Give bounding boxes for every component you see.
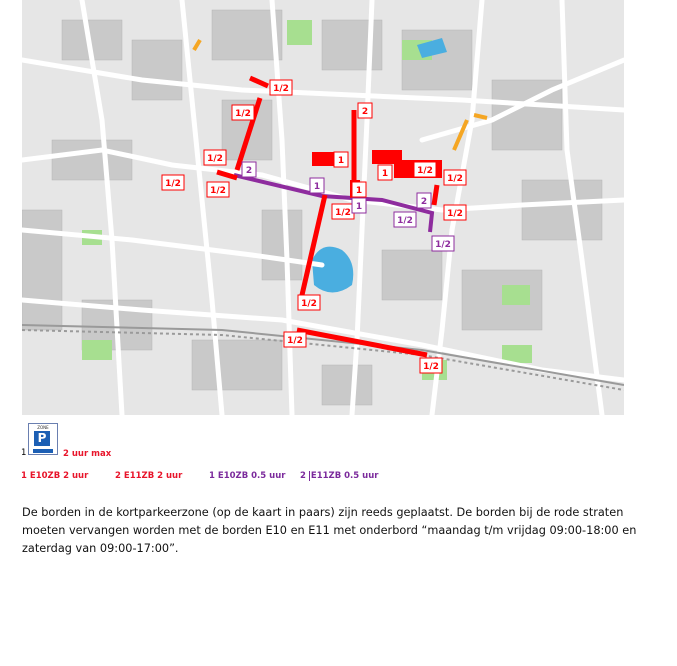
legend-num: 2 bbox=[115, 471, 121, 481]
legend-num: 2 bbox=[300, 471, 306, 481]
zone-label-red bbox=[284, 332, 306, 347]
zone-label-text: 1/2 bbox=[273, 84, 289, 94]
parking-zone-sign bbox=[28, 423, 58, 455]
zone-label-text: 1/2 bbox=[447, 174, 463, 184]
zone-label-text: 1/2 bbox=[210, 186, 226, 196]
zone-label-purple bbox=[310, 178, 324, 193]
legend-text: E10ZB 0.5 uur bbox=[217, 471, 286, 481]
zone-label-red bbox=[207, 182, 229, 197]
zone-label-red bbox=[270, 80, 292, 95]
zone-label-purple bbox=[352, 198, 366, 213]
instruction-paragraph: De borden in de kortparkeerzone (op de kaart in paars) zijn reeds geplaatst. De borden bij de rode straten moeten vervangen worden met de borden E10 en E11 met onderbord “maandag t/m vrijdag 09:00-18:00 en zaterdag van 09:00-17:00”. bbox=[22, 506, 637, 555]
zone-label-text: 1 bbox=[355, 202, 363, 212]
zone-label-red bbox=[352, 182, 366, 197]
legend-text: E10ZB 2 uur bbox=[29, 471, 89, 481]
zone-label-red bbox=[162, 175, 184, 190]
sign-zone-text: ZONE bbox=[37, 425, 49, 430]
zone-label-text: 1 bbox=[313, 182, 321, 192]
zone-label-red bbox=[204, 150, 226, 165]
zone-label-red bbox=[444, 205, 466, 220]
zone-label-red bbox=[358, 103, 372, 118]
city-map[interactable] bbox=[22, 0, 624, 415]
zone-label-text: 1 bbox=[381, 169, 389, 179]
zone-label-text: 1/2 bbox=[287, 336, 303, 346]
zone-label-red bbox=[444, 170, 466, 185]
legend-text: E11ZB 2 uur bbox=[123, 471, 183, 481]
zone-label-text: 2 bbox=[420, 197, 428, 207]
zone-label-text: 1/2 bbox=[301, 299, 317, 309]
zone-label-text: 1/2 bbox=[235, 109, 251, 119]
zone-label-text: 1/2 bbox=[423, 362, 439, 372]
zone-label-red bbox=[232, 105, 254, 120]
zone-label-purple bbox=[417, 193, 431, 208]
zone-label-red bbox=[414, 162, 436, 177]
legend-num: 1 bbox=[209, 471, 215, 481]
zone-label-text: 1 bbox=[337, 156, 345, 166]
zone-label-text: 2 bbox=[245, 166, 253, 176]
legend-item-3 bbox=[209, 471, 285, 481]
zone-label-red bbox=[378, 165, 392, 180]
sign-number: 1 bbox=[21, 448, 27, 458]
zone-label-purple bbox=[394, 212, 416, 227]
map-canvas bbox=[22, 0, 624, 415]
zone-label-text: 1/2 bbox=[397, 216, 413, 226]
zone-label-text: 1/2 bbox=[165, 179, 181, 189]
sign-caption: 2 uur max bbox=[63, 449, 112, 459]
sign-subplate bbox=[33, 449, 53, 453]
legend-item-1 bbox=[21, 471, 88, 481]
legend-text: E11ZB 0.5 uur bbox=[310, 471, 379, 481]
legend-item-4 bbox=[300, 471, 378, 481]
zone-label-red bbox=[332, 204, 354, 219]
legend-num: 1 bbox=[21, 471, 27, 481]
zone-label-text: 1/2 bbox=[447, 209, 463, 219]
zone-label-red bbox=[334, 152, 348, 167]
zone-label-text: 1/2 bbox=[207, 154, 223, 164]
zone-label-text: 1 bbox=[355, 186, 363, 196]
legend-item-2 bbox=[115, 471, 182, 481]
zone-label-red bbox=[420, 358, 442, 373]
zone-label-text: 1/2 bbox=[335, 208, 351, 218]
zone-label-purple bbox=[432, 236, 454, 251]
zone-label-red bbox=[298, 295, 320, 310]
zone-label-purple bbox=[242, 162, 256, 177]
zone-label-text: 2 bbox=[361, 107, 369, 117]
zone-label-text: 1/2 bbox=[417, 166, 433, 176]
sign-p-letter: P bbox=[34, 431, 50, 446]
zone-label-text: 1/2 bbox=[435, 240, 451, 250]
